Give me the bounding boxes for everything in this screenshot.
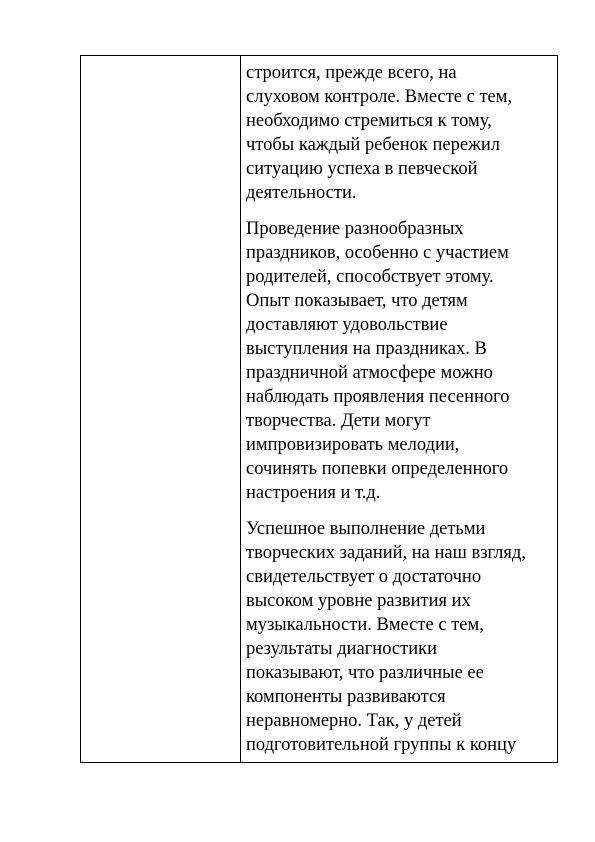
text-line: высоком уровне развития их bbox=[246, 591, 471, 611]
text-line: сочинять попевки определенного bbox=[246, 459, 509, 479]
right-cell-text bbox=[246, 61, 554, 769]
text-line: музыкальности. Вместе с тем, bbox=[246, 615, 484, 635]
text-line: праздников, особенно с участием bbox=[246, 243, 509, 263]
document-table bbox=[80, 55, 558, 763]
text-line: доставляют удовольствие bbox=[246, 315, 448, 335]
text-line: чтобы каждый ребенок пережил bbox=[246, 135, 501, 155]
paragraph-1 bbox=[246, 61, 554, 205]
column-divider bbox=[240, 56, 241, 762]
text-line: строится, прежде всего, на bbox=[246, 63, 457, 83]
text-line: выступления на праздниках. В bbox=[246, 339, 487, 359]
paragraph-3 bbox=[246, 517, 554, 757]
text-line: деятельности. bbox=[246, 183, 357, 203]
text-line: наблюдать проявления песенного bbox=[246, 387, 510, 407]
text-line: ситуацию успеха в певческой bbox=[246, 159, 478, 179]
text-line: необходимо стремиться к тому, bbox=[246, 111, 492, 131]
text-line: Успешное выполнение детьми bbox=[246, 519, 486, 539]
text-line: слуховом контроле. Вместе с тем, bbox=[246, 87, 513, 107]
text-line: показывают, что различные ее bbox=[246, 663, 484, 683]
text-line: творчества. Дети могут bbox=[246, 411, 431, 431]
paragraph-2 bbox=[246, 217, 554, 505]
text-line: компоненты развиваются bbox=[246, 687, 446, 707]
text-line: Проведение разнообразных bbox=[246, 219, 464, 239]
text-line: праздничной атмосфере можно bbox=[246, 363, 493, 383]
text-line: Опыт показывает, что детям bbox=[246, 291, 468, 311]
text-line: родителей, способствует этому. bbox=[246, 267, 494, 287]
text-line: импровизировать мелодии, bbox=[246, 435, 460, 455]
text-line: свидетельствует о достаточно bbox=[246, 567, 482, 587]
text-line: творческих заданий, на наш взгляд, bbox=[246, 543, 526, 563]
text-line: результаты диагностики bbox=[246, 639, 437, 659]
text-line: подготовительной группы к концу bbox=[246, 735, 517, 755]
text-line: неравномерно. Так, у детей bbox=[246, 711, 462, 731]
text-line: настроения и т.д. bbox=[246, 483, 381, 503]
